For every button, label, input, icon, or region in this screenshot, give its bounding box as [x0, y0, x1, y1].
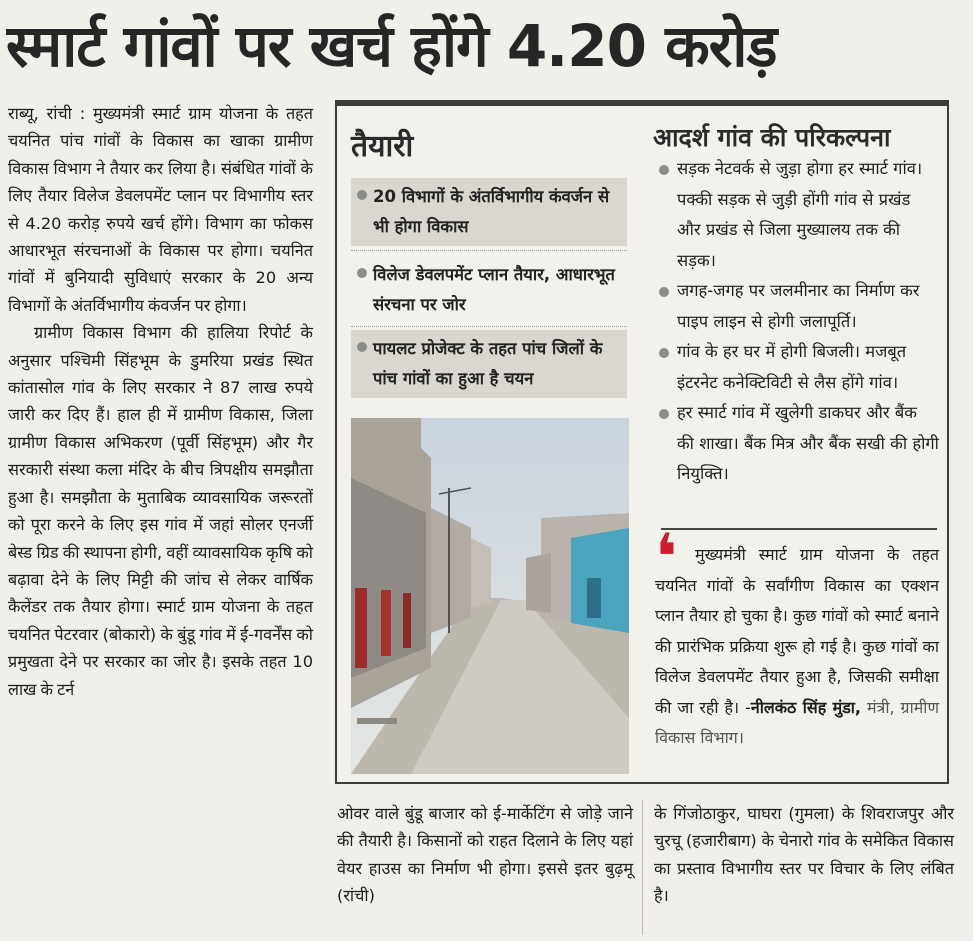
- adarsh-item: सड़क नेटवर्क से जुड़ा होगा हर स्मार्ट गांव। पक्की सड़क से जुड़ी होंगी गांव से प्रखंड और प्रखंड से जिला मुख्यालय तक की सड़क।: [655, 154, 939, 276]
- bullet-icon: [357, 268, 367, 278]
- bullet-icon: [659, 348, 669, 358]
- quote-name: नीलकंठ सिंह मुंडा,: [750, 697, 861, 717]
- paragraph-1: राब्यू, रांची : मुख्यमंत्री स्मार्ट ग्राम योजना के तहत चयनित पांच गांवों के विकास का खाका ग्रामीण विकास विभाग ने तैयार कर लिया है। संबंधित गांवों के लिए तैयार विलेज डेवलपमेंट प्लान पर विभागीय स्तर से 4.20 करोड़ रुपये खर्च होंगे। विभाग का फोकस आधारभूत संरचनाओं के विकास पर होगा। चयनित गांवों में बुनियादी सुविधाएं सरकार के 20 अन्य विभागों के अंतर्विभागीय कंवर्जन पर होगा।: [8, 104, 313, 315]
- adarsh-heading: आदर्श गांव की परिकल्पना: [653, 123, 891, 152]
- left-column: [8, 100, 313, 703]
- info-box: [335, 100, 949, 784]
- bullet-icon: [659, 165, 669, 175]
- taiyari-item: पायलट प्रोजेक्ट के तहत पांच जिलों के पांच गांवों का हुआ है चयन: [351, 330, 627, 398]
- minister-quote: मुख्यमंत्री स्मार्ट ग्राम योजना के तहत चयनित गांवों के सर्वांगीण विकास का एक्शन प्लान तैयार हो चुका है। कुछ गांवों को स्मार्ट बनाने की प्रारंभिक प्रक्रिया शुरू हो गई है। कुछ गांवों का विलेज डेवलपमेंट तैयार हुआ है, जिसकी समीक्षा की जा रही है। -नीलकंठ सिंह मुंडा, मंत्री, ग्रामीण विकास विभाग।: [655, 545, 940, 747]
- taiyari-heading: तैयारी: [351, 129, 414, 164]
- divider: [351, 250, 627, 251]
- paragraph-2: ग्रामीण विकास विभाग की हालिया रिपोर्ट के अनुसार पश्चिमी सिंहभूम के डुमरिया प्रखंड स्थित कांतासोल गांव के लिए सरकार ने 87 लाख रुपये जारी कर दिए हैं। हाल ही में ग्रामीण विकास, जिला ग्रामीण विकास अभिकरण (पूर्वी सिंहभूम) और गैर सरकारी संस्था कला मंदिर के बीच त्रिपक्षीय समझौता हुआ है। समझौता के मुताबिक व्यावसायिक जरूरतों को पूरा करने के लिए इस गांव में जहां सोलर एनर्जी बेस्ड ग्रिड की स्थापना होगी, वहीं व्यावसायिक कृषि को बढ़ावा देने के लिए मिट्टी की जांच से लेकर वार्षिक कैलेंडर तक तैयार होगा। स्मार्ट ग्राम योजना के तहत चयनित पेटरवार (बोकारो) के बुंडू गांव में ई-गवर्नेंस को प्रमुखता देने पर सरकार का जोर है। इसके तहत 10 लाख के टर्न: [8, 323, 313, 699]
- taiyari-item: विलेज डेवलपमेंट प्लान तैयार, आधारभूत संरचना पर जोर: [351, 256, 627, 324]
- column-divider: [642, 800, 643, 935]
- bottom-right-column: के गिंजोठाकुर, घाघरा (गुमला) के शिवराजपुर और चुरचू (हजारीबाग) के चेनारो गांव के समेकित विकास का प्रस्ताव विभागीय स्तर पर विचार के लिए लंबित है।: [654, 804, 954, 906]
- bottom-middle-column: ओवर वाले बुंडू बाजार को ई-मार्केटिंग से जोड़े जाने की तैयारी है। किसानों को राहत दिलाने के लिए यहां वेयर हाउस का निर्माण भी होगा। इससे इतर बुढ़मू (रांची): [337, 804, 633, 906]
- adarsh-item: जगह-जगह पर जलमीनार का निर्माण कर पाइप लाइन से होगी जलापूर्ति।: [655, 276, 939, 337]
- adarsh-item: गांव के हर घर में होगी बिजली। मजबूत इंटरनेट कनेक्टिविटी से लैस होंगे गांव।: [655, 337, 939, 398]
- street-photo-icon: [351, 418, 629, 774]
- quote-role: मंत्री, ग्रामीण विकास विभाग।: [655, 697, 940, 747]
- bullet-icon: [659, 409, 669, 419]
- adarsh-list: [655, 154, 939, 490]
- quote-rule: [661, 528, 937, 530]
- bullet-icon: [357, 190, 367, 200]
- headline: स्मार्ट गांवों पर खर्च होंगे 4.20 करोड़: [6, 12, 777, 80]
- bullet-icon: [659, 287, 669, 297]
- village-road-photo: [351, 418, 629, 774]
- bullet-icon: [357, 342, 367, 352]
- adarsh-item: हर स्मार्ट गांव में खुलेगी डाकघर और बैंक की शाखा। बैंक मित्र और बैंक सखी की होगी नियुक्ति।: [655, 398, 939, 490]
- taiyari-item: 20 विभागों के अंतर्विभागीय कंवर्जन से भी होगा विकास: [351, 178, 627, 246]
- quote-mark-icon: ❛: [655, 521, 678, 595]
- divider: [351, 326, 627, 327]
